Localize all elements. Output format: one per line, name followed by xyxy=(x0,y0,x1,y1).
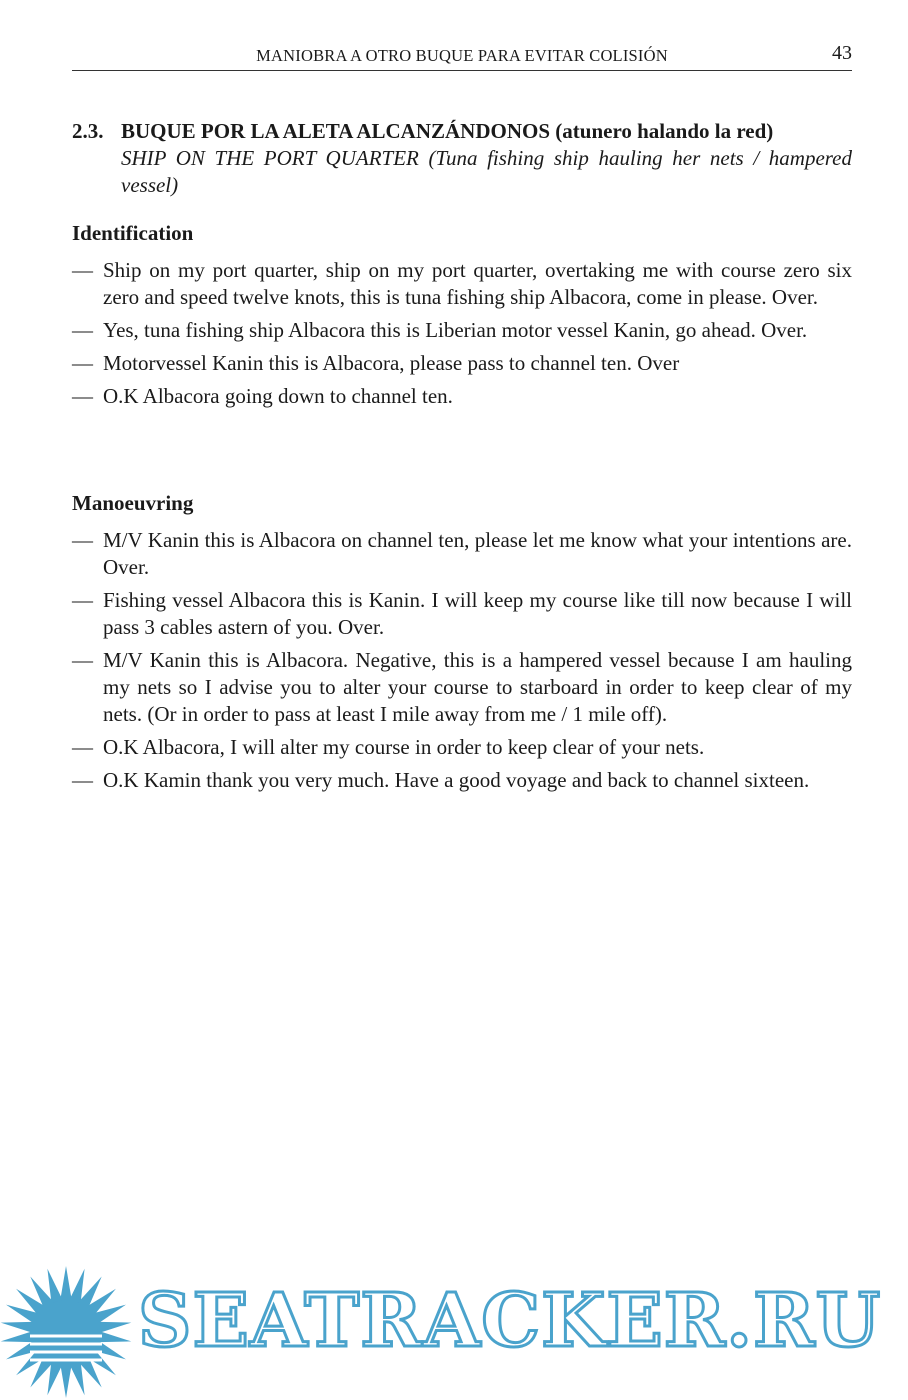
page-number: 43 xyxy=(832,42,852,64)
section-title-line xyxy=(72,117,852,145)
section-number: 2.3. xyxy=(72,119,104,143)
dialogue-line xyxy=(72,527,852,581)
dash-mark: — xyxy=(72,588,93,612)
dialogue-line xyxy=(72,257,852,311)
dialogue-line xyxy=(72,767,852,794)
dash-mark: — xyxy=(72,768,93,792)
dialogue-line xyxy=(72,350,852,377)
dialogue-text: O.K Albacora going down to channel ten. xyxy=(103,384,453,408)
section-title: BUQUE POR LA ALETA ALCANZÁNDONOS (atunero halando la red) xyxy=(121,119,774,143)
dialogue-text: Yes, tuna fishing ship Albacora this is Liberian motor vessel Kanin, go ahead. Over. xyxy=(103,318,808,342)
dialogue-text: M/V Kanin this is Albacora on channel ten, please let me know what your intentions are. Over. xyxy=(103,528,852,579)
identification-block xyxy=(72,219,852,416)
manoeuvring-dialogue xyxy=(72,527,852,794)
dash-mark: — xyxy=(72,735,93,759)
section-subtitle: SHIP ON THE PORT QUARTER (Tuna fishing ship hauling her nets / hampered vessel) xyxy=(121,146,852,197)
dash-mark: — xyxy=(72,648,93,672)
dialogue-text: O.K Kamin thank you very much. Have a good voyage and back to channel sixteen. xyxy=(103,768,810,792)
sun-logo-icon xyxy=(0,1264,136,1400)
dialogue-text: Fishing vessel Albacora this is Kanin. I will keep my course like till now because I will pass 3 cables astern of you. Over. xyxy=(103,588,852,639)
watermark xyxy=(0,1262,908,1398)
dialogue-line xyxy=(72,647,852,728)
dash-mark: — xyxy=(72,351,93,375)
manoeuvring-block xyxy=(72,489,852,800)
identification-heading: Identification xyxy=(72,221,194,245)
dash-mark: — xyxy=(72,384,93,408)
dialogue-text: Ship on my port quarter, ship on my port quarter, overtaking me with course zero six zero and speed twelve knots, this is tuna fishing ship Albacora, come in please. Over. xyxy=(103,258,852,309)
dialogue-line xyxy=(72,734,852,761)
manoeuvring-heading: Manoeuvring xyxy=(72,491,194,515)
dialogue-line xyxy=(72,587,852,641)
running-header xyxy=(72,44,852,71)
dash-mark: — xyxy=(72,528,93,552)
watermark-text: SEATRACKER.RU xyxy=(138,1278,882,1364)
dialogue-line xyxy=(72,383,852,410)
dash-mark: — xyxy=(72,258,93,282)
identification-dialogue xyxy=(72,257,852,410)
dash-mark: — xyxy=(72,318,93,342)
dialogue-text: M/V Kanin this is Albacora. Negative, this is a hampered vessel because I am hauling my nets so I advise you to alter your course to starboard in order to keep clear of my nets. (Or in order to pass at least I mile away from me / 1 mile off). xyxy=(103,648,852,726)
dialogue-text: Motorvessel Kanin this is Albacora, please pass to channel ten. Over xyxy=(103,351,680,375)
dialogue-line xyxy=(72,317,852,344)
running-title: MANIOBRA A OTRO BUQUE PARA EVITAR COLISIÓN xyxy=(256,46,668,65)
section-heading xyxy=(72,117,852,199)
dialogue-text: O.K Albacora, I will alter my course in order to keep clear of your nets. xyxy=(103,735,705,759)
